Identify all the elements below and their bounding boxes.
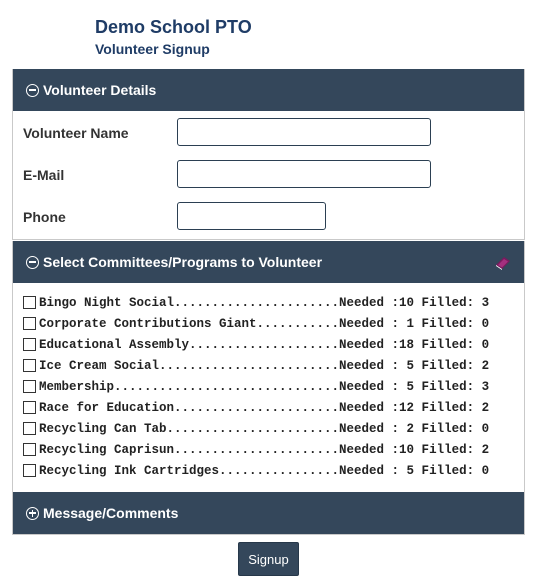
- committee-item[interactable]: [13, 418, 524, 439]
- page-title: Demo School PTO: [95, 17, 252, 37]
- committee-item-label: Recycling Can Tab.......................Needed : 2 Filled: 0: [39, 421, 490, 436]
- committee-list: [13, 283, 524, 493]
- committee-item[interactable]: [13, 397, 524, 418]
- committees-header[interactable]: [13, 241, 524, 283]
- comments-header[interactable]: [13, 492, 524, 534]
- email-label: E-Mail: [23, 167, 65, 183]
- committee-item[interactable]: [13, 334, 524, 355]
- committee-item-label: Recycling Ink Cartridges................Needed : 5 Filled: 0: [39, 463, 490, 478]
- committee-item-label: Recycling Caprisun......................Needed :10 Filled: 2: [39, 442, 490, 457]
- collapse-icon[interactable]: [26, 256, 39, 269]
- committees-title: Select Committees/Programs to Volunteer: [43, 254, 323, 270]
- phone-input[interactable]: [177, 202, 326, 230]
- committee-checkbox[interactable]: [23, 401, 36, 414]
- committee-item-label: Race for Education......................Needed :12 Filled: 2: [39, 400, 490, 415]
- committee-item-label: Bingo Night Social......................Needed :10 Filled: 3: [39, 295, 490, 310]
- book-icon[interactable]: [494, 254, 512, 270]
- committee-checkbox[interactable]: [23, 317, 36, 330]
- page-subtitle: Volunteer Signup: [95, 41, 210, 57]
- volunteer-details-title: Volunteer Details: [43, 82, 157, 98]
- expand-icon[interactable]: [26, 507, 39, 520]
- comments-title: Message/Comments: [43, 505, 179, 521]
- committee-checkbox[interactable]: [23, 359, 36, 372]
- committees-panel: [12, 241, 525, 494]
- committee-checkbox[interactable]: [23, 338, 36, 351]
- committee-item[interactable]: [13, 439, 524, 460]
- committee-checkbox[interactable]: [23, 422, 36, 435]
- volunteer-details-body: [13, 111, 524, 239]
- collapse-icon[interactable]: [26, 84, 39, 97]
- volunteer-name-input[interactable]: [177, 118, 431, 146]
- committee-item-label: Corporate Contributions Giant...........Needed : 1 Filled: 0: [39, 316, 490, 331]
- committee-item-label: Membership..............................Needed : 5 Filled: 3: [39, 379, 490, 394]
- volunteer-details-header[interactable]: [13, 69, 524, 111]
- committee-checkbox[interactable]: [23, 380, 36, 393]
- committee-checkbox[interactable]: [23, 296, 36, 309]
- committee-item[interactable]: [13, 355, 524, 376]
- page-header: [95, 16, 252, 58]
- committee-checkbox[interactable]: [23, 443, 36, 456]
- phone-label: Phone: [23, 209, 66, 225]
- comments-panel: [12, 492, 525, 535]
- volunteer-details-panel: [12, 69, 525, 240]
- committee-item[interactable]: [13, 376, 524, 397]
- signup-button[interactable]: Signup: [238, 542, 299, 576]
- volunteer-name-label: Volunteer Name: [23, 125, 129, 141]
- email-input[interactable]: [177, 160, 431, 188]
- committee-item[interactable]: [13, 292, 524, 313]
- committee-item-label: Ice Cream Social........................Needed : 5 Filled: 2: [39, 358, 490, 373]
- committee-item-label: Educational Assembly....................Needed :18 Filled: 0: [39, 337, 490, 352]
- committee-item[interactable]: [13, 313, 524, 334]
- committee-checkbox[interactable]: [23, 464, 36, 477]
- committee-item[interactable]: [13, 460, 524, 481]
